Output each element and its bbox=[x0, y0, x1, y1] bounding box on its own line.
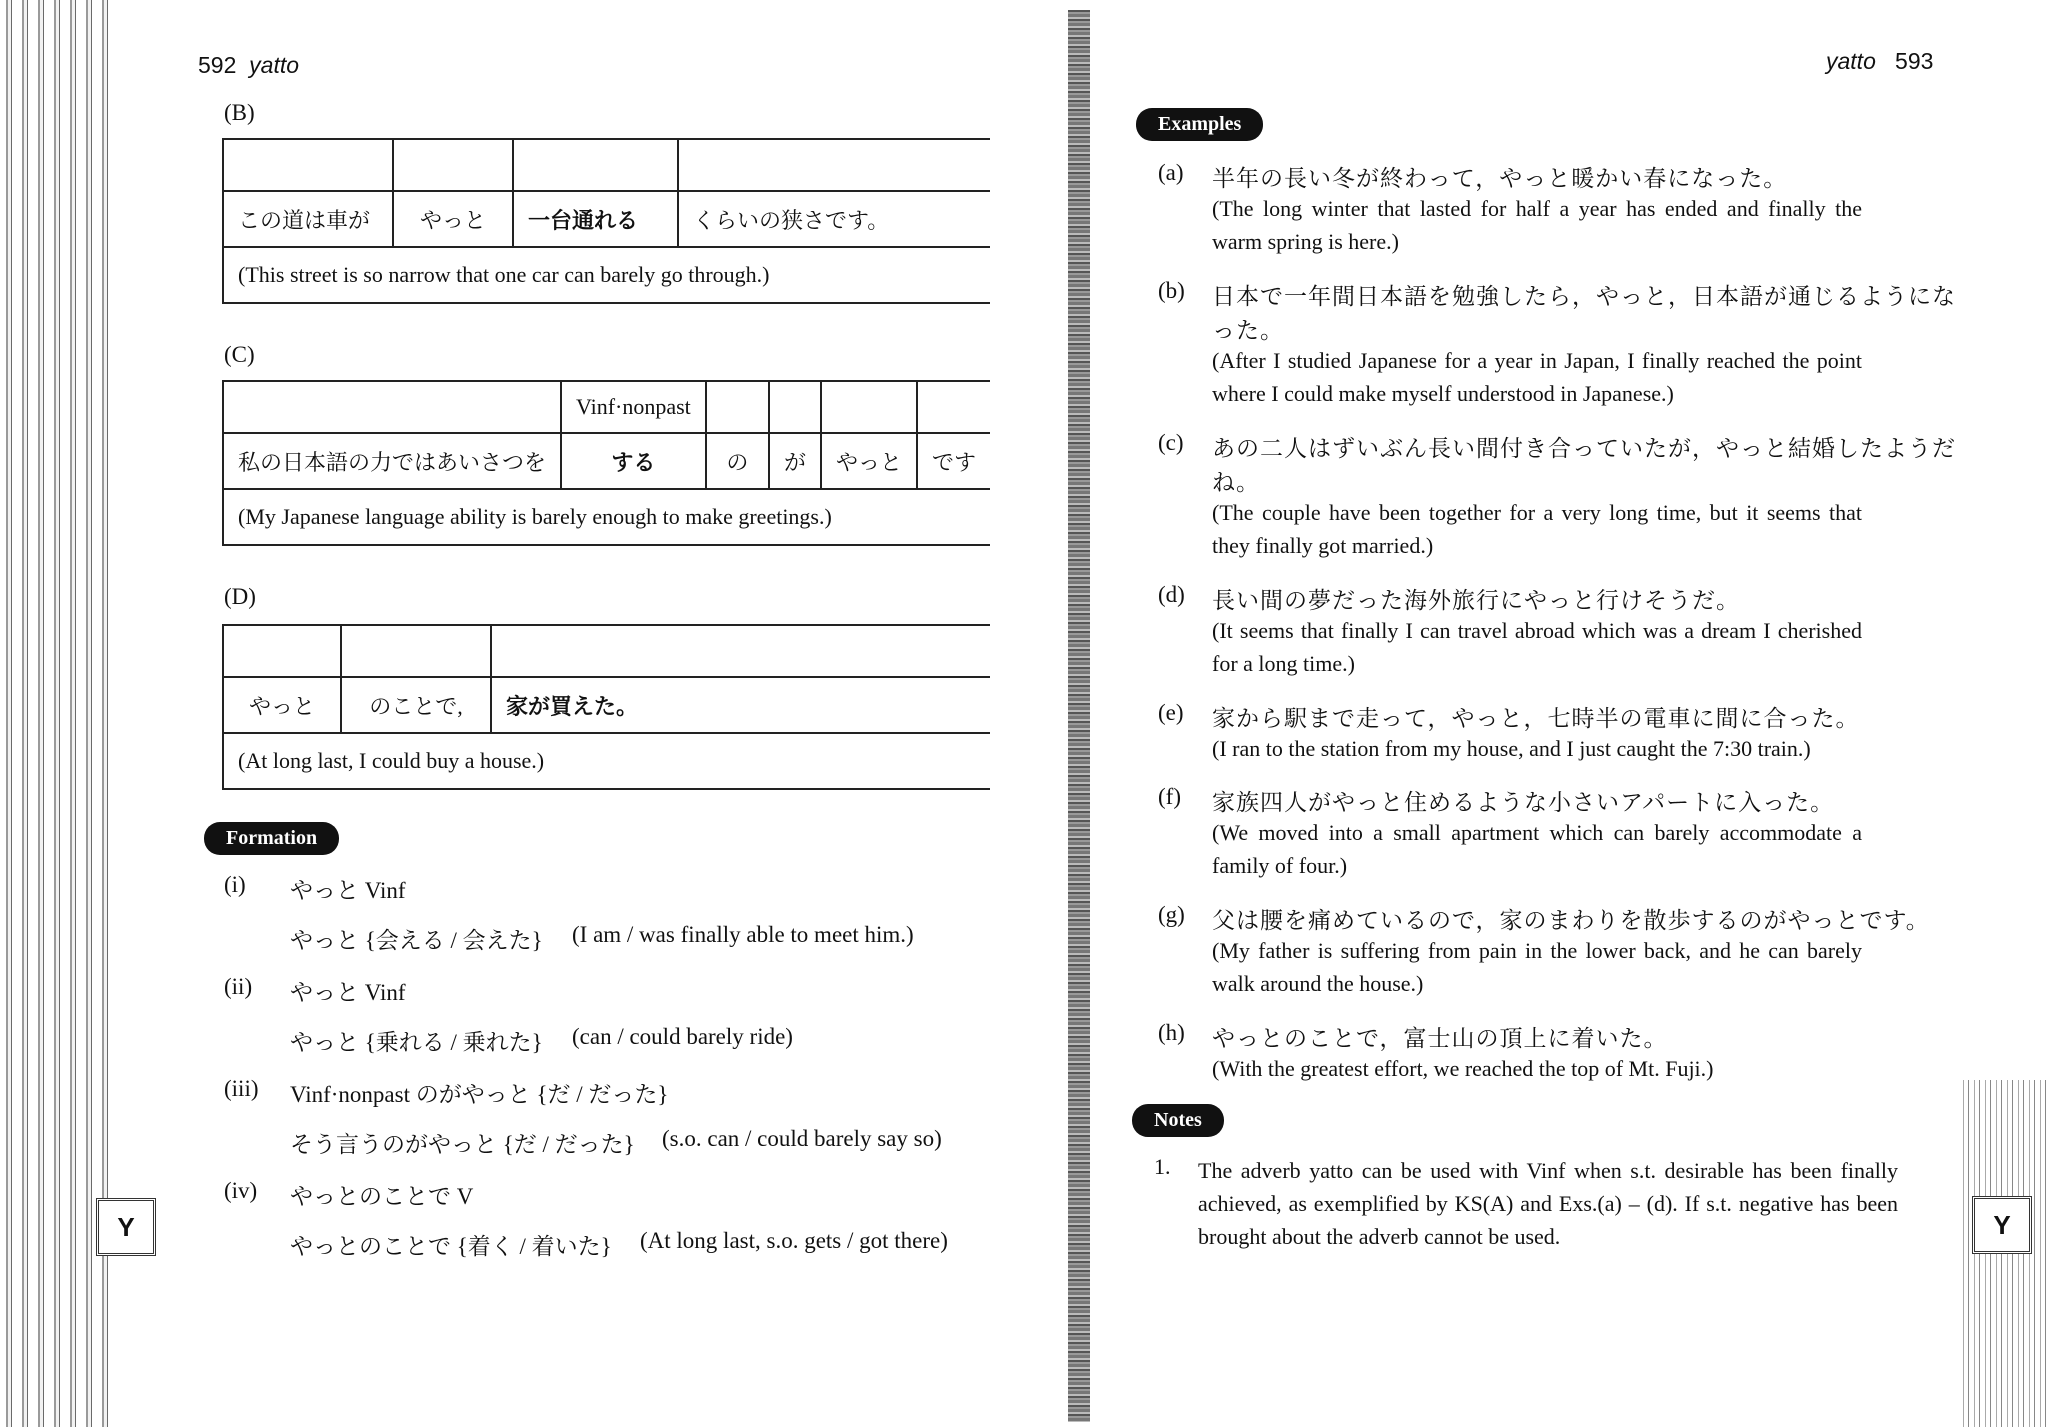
pattern-b-translation: (This street is so narrow that one car can barely go through.) bbox=[223, 247, 990, 303]
formation-example: やっと {会える / 会えた} bbox=[290, 928, 543, 953]
example-japanese-cont: った。 bbox=[1212, 318, 1284, 343]
example-japanese: あの二人はずいぶん長い間付き合っていたが，やっと結婚したようだ bbox=[1212, 436, 1956, 461]
right-running-head bbox=[1826, 48, 1933, 75]
pattern-d-cell: 家が買えた。 bbox=[491, 677, 990, 733]
right-head-word: yatto bbox=[1826, 48, 1876, 74]
formation-example: そう言うのがやっと {だ / だった} bbox=[290, 1132, 635, 1157]
example-english: (We moved into a small apartment which can barely accommodate a family of four.) bbox=[1212, 820, 1862, 878]
formation-num: (iii) bbox=[224, 1076, 259, 1101]
formation-gloss: (s.o. can / could barely say so) bbox=[662, 1126, 942, 1151]
example-japanese-cont: ね。 bbox=[1212, 470, 1260, 495]
pattern-c-cell: する bbox=[561, 433, 706, 489]
formation-pattern: やっと Vinf bbox=[290, 980, 406, 1005]
example-english: (My father is suffering from pain in the lower back, and he can barely walk around the house.) bbox=[1212, 938, 1862, 996]
note-text: The adverb yatto can be used with Vinf when s.t. desirable has been finally achieved, as exemplified by KS(A) and Exs.(a) – (d). If s.t. negative has been brought about the adverb cannot be used. bbox=[1198, 1158, 1898, 1249]
example-japanese: 家から駅まで走って，やっと，七時半の電車に間に合った。 bbox=[1212, 706, 1860, 731]
formation-num: (i) bbox=[224, 872, 246, 897]
example-japanese: 日本で一年間日本語を勉強したら，やっと，日本語が通じるようにな bbox=[1212, 284, 1956, 309]
formation-num: (iv) bbox=[224, 1178, 258, 1203]
notes-heading: Notes bbox=[1132, 1104, 1224, 1137]
formation-gloss: (I am / was finally able to meet him.) bbox=[572, 922, 914, 947]
example-label: (d) bbox=[1158, 582, 1185, 607]
example-english: (I ran to the station from my house, and I just caught the 7:30 train.) bbox=[1212, 736, 1811, 761]
formation-num: (ii) bbox=[224, 974, 253, 999]
formation-example: やっとのことで {着く / 着いた} bbox=[290, 1234, 612, 1259]
formation-gloss: (At long last, s.o. gets / got there) bbox=[640, 1228, 948, 1253]
example-english: (With the greatest effort, we reached the top of Mt. Fuji.) bbox=[1212, 1056, 1714, 1081]
example-english: (The long winter that lasted for half a year has ended and finally the warm spring is here.) bbox=[1212, 196, 1862, 254]
example-japanese: 半年の長い冬が終わって，やっと暖かい春になった。 bbox=[1212, 166, 1788, 191]
pattern-c-cell: の bbox=[706, 433, 769, 489]
pattern-b-cell: くらいの狭さです。 bbox=[678, 191, 990, 247]
example-english: (It seems that finally I can travel abroad which was a dream I cherished for a long time.) bbox=[1212, 618, 1862, 676]
pattern-c-cell: です bbox=[917, 433, 990, 489]
pattern-d-table bbox=[222, 624, 990, 790]
left-running-head bbox=[198, 52, 299, 79]
example-label: (g) bbox=[1158, 902, 1185, 927]
right-thumb-tab: Y bbox=[1972, 1196, 2032, 1254]
left-head-word: yatto bbox=[249, 52, 300, 78]
example-english: (After I studied Japanese for a year in Japan, I finally reached the point where I could make myself understood in Japanese.) bbox=[1212, 348, 1862, 406]
pattern-d-label: (D) bbox=[224, 584, 256, 609]
pattern-b-label: (B) bbox=[224, 100, 255, 125]
example-japanese: 父は腰を痛めているので，家のまわりを散歩するのがやっとです。 bbox=[1212, 908, 1930, 933]
pattern-b-table bbox=[222, 138, 990, 304]
example-label: (h) bbox=[1158, 1020, 1185, 1045]
note-number: 1. bbox=[1154, 1154, 1171, 1179]
left-page-number: 592 bbox=[198, 52, 237, 78]
pattern-b-cell: 一台通れる bbox=[513, 191, 678, 247]
pattern-c-cell: 私の日本語の力ではあいさつを bbox=[223, 433, 561, 489]
pattern-c-table bbox=[222, 380, 990, 546]
pattern-d-cell: のことで, bbox=[341, 677, 491, 733]
pattern-c-translation: (My Japanese language ability is barely enough to make greetings.) bbox=[223, 489, 990, 545]
pattern-b-cell: この道は車が bbox=[223, 191, 393, 247]
formation-gloss: (can / could barely ride) bbox=[572, 1024, 793, 1049]
book-spine bbox=[1068, 10, 1090, 1422]
left-thumb-tab: Y bbox=[96, 1198, 156, 1256]
pattern-c-header: Vinf·nonpast bbox=[561, 381, 706, 433]
pattern-d-cell: やっと bbox=[223, 677, 341, 733]
example-label: (a) bbox=[1158, 160, 1184, 185]
pattern-c-cell: やっと bbox=[821, 433, 917, 489]
formation-pattern: Vinf·nonpast のがやっと {だ / だった} bbox=[290, 1082, 669, 1107]
right-page-number: 593 bbox=[1895, 48, 1934, 74]
example-japanese: 長い間の夢だった海外旅行にやっと行けそうだ。 bbox=[1212, 588, 1740, 613]
formation-heading: Formation bbox=[204, 822, 339, 855]
example-label: (b) bbox=[1158, 278, 1185, 303]
formation-example: やっと {乗れる / 乗れた} bbox=[290, 1030, 543, 1055]
pattern-c-cell: が bbox=[769, 433, 821, 489]
pattern-d-translation: (At long last, I could buy a house.) bbox=[223, 733, 990, 789]
example-label: (c) bbox=[1158, 430, 1184, 455]
formation-pattern: やっと Vinf bbox=[290, 878, 406, 903]
example-label: (f) bbox=[1158, 784, 1181, 809]
pattern-c-label: (C) bbox=[224, 342, 255, 367]
pattern-b-cell: やっと bbox=[393, 191, 513, 247]
example-english: (The couple have been together for a very long time, but it seems that they finally got married.) bbox=[1212, 500, 1862, 558]
examples-heading: Examples bbox=[1136, 108, 1263, 141]
example-japanese: 家族四人がやっと住めるような小さいアパートに入った。 bbox=[1212, 790, 1835, 815]
formation-pattern: やっとのことで V bbox=[290, 1184, 474, 1209]
example-label: (e) bbox=[1158, 700, 1184, 725]
example-japanese: やっとのことで，富士山の頂上に着いた。 bbox=[1212, 1026, 1668, 1051]
